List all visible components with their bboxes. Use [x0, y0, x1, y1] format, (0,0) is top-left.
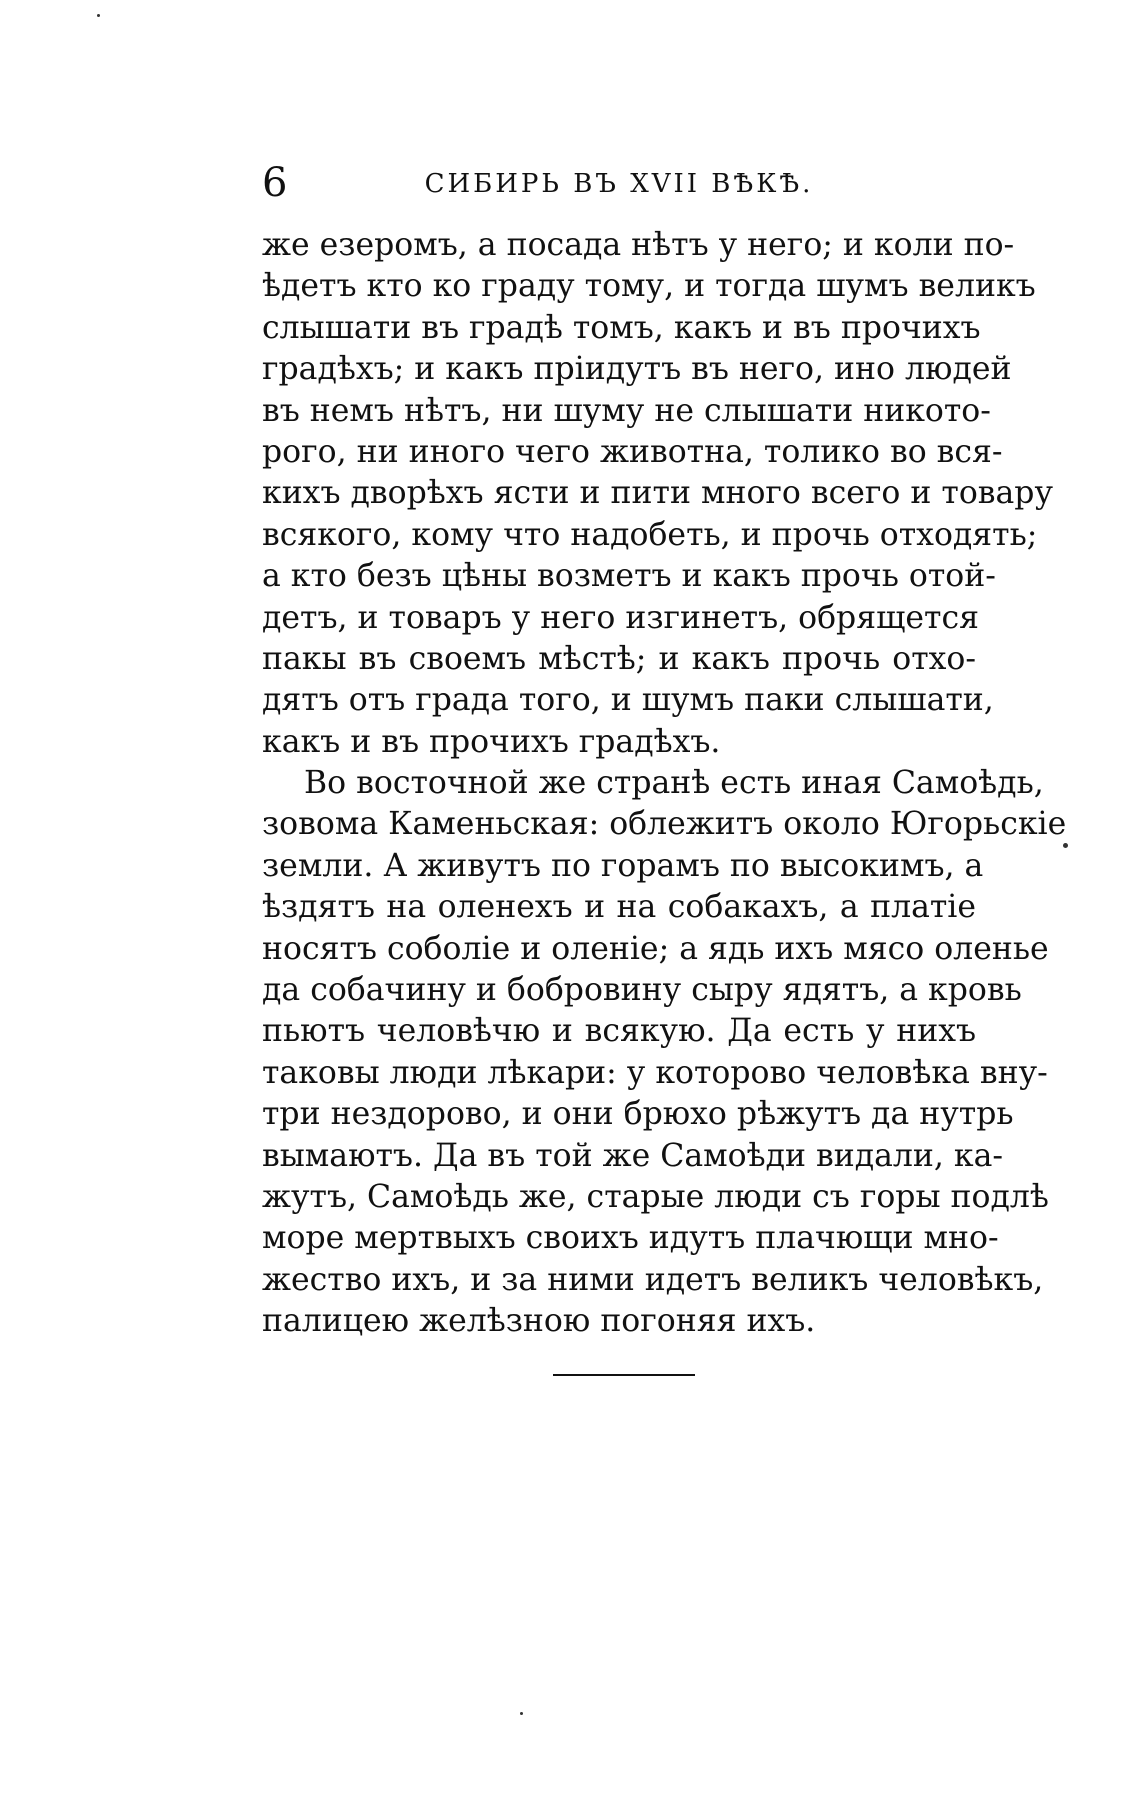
paragraph-2: [262, 763, 1067, 1342]
text-line: носятъ соболіе и оленіе; а ядь ихъ мясо оленье: [262, 930, 1049, 967]
text-line: три нездорово, и они брюхо рѣжутъ да нутрь: [262, 1096, 1014, 1133]
text-line: ѣдетъ кто ко граду тому, и тогда шумъ великъ: [262, 268, 1036, 305]
text-line: рого, ни иного чего животна, толико во вся-: [262, 433, 1003, 470]
text-line: пьютъ человѣчю и всякую. Да есть у нихъ: [262, 1013, 976, 1050]
text-line: ѣздятъ на оленехъ и на собакахъ, а платіе: [262, 889, 976, 926]
text-line: пакы въ своемъ мѣстѣ; и какъ прочь отхо-: [262, 640, 976, 677]
text-line: таковы люди лѣкари: у которово человѣка вну-: [262, 1054, 1048, 1091]
page-number: 6: [262, 160, 288, 206]
text-line: вымаютъ. Да въ той же Самоѣди видали, ка-: [262, 1137, 1004, 1174]
text-line: жество ихъ, и за ними идетъ великъ человѣкъ,: [262, 1261, 1044, 1298]
running-title: СИБИРЬ ВЪ XVII ВѢКѢ.: [424, 169, 814, 199]
text-line: же езеромъ, а посада нѣтъ у него; и коли по-: [262, 227, 1015, 263]
text-line: слышати въ градѣ томъ, какъ и въ прочихъ: [262, 309, 981, 346]
paragraph-1: [262, 225, 1054, 763]
body-text: [262, 225, 1067, 1343]
text-line: жутъ, Самоѣдь же, старые люди съ горы подлѣ: [262, 1178, 1049, 1215]
text-line: да собачину и бобровину сыру ядятъ, а кровь: [262, 972, 1022, 1009]
section-end-rule: [553, 1374, 695, 1376]
ink-speck: [520, 1712, 523, 1715]
text-line: море мертвыхъ своихъ идутъ плачющи мно-: [262, 1220, 999, 1257]
text-line: Во восточной же странѣ есть иная Самоѣдь,: [304, 765, 1044, 802]
text-line: а кто безъ цѣны возметъ и какъ прочь отой-: [262, 558, 996, 595]
text-line: какъ и въ прочихъ градѣхъ.: [262, 723, 721, 760]
ink-speck: [1063, 843, 1068, 848]
text-line: дятъ отъ града того, и шумъ паки слышати,: [262, 682, 994, 719]
text-line: въ немъ нѣтъ, ни шуму не слышати никото-: [262, 392, 991, 429]
text-line: детъ, и товаръ у него изгинетъ, обрящется: [262, 599, 979, 636]
ink-speck: [97, 14, 100, 17]
text-line: всякого, кому что надобеть, и прочь отходять;: [262, 516, 1038, 553]
text-line: градѣхъ; и какъ пріидутъ въ него, ино людей: [262, 351, 1012, 388]
text-line: зовома Каменьская: облежитъ около Югорьскіе: [262, 806, 1067, 843]
page-header: [262, 158, 976, 208]
text-line: кихъ дворѣхъ ясти и пити много всего и товару: [262, 475, 1054, 512]
text-line: палицею желѣзною погоняя ихъ.: [262, 1303, 816, 1340]
text-line: земли. А живутъ по горамъ по высокимъ, а: [262, 847, 984, 884]
